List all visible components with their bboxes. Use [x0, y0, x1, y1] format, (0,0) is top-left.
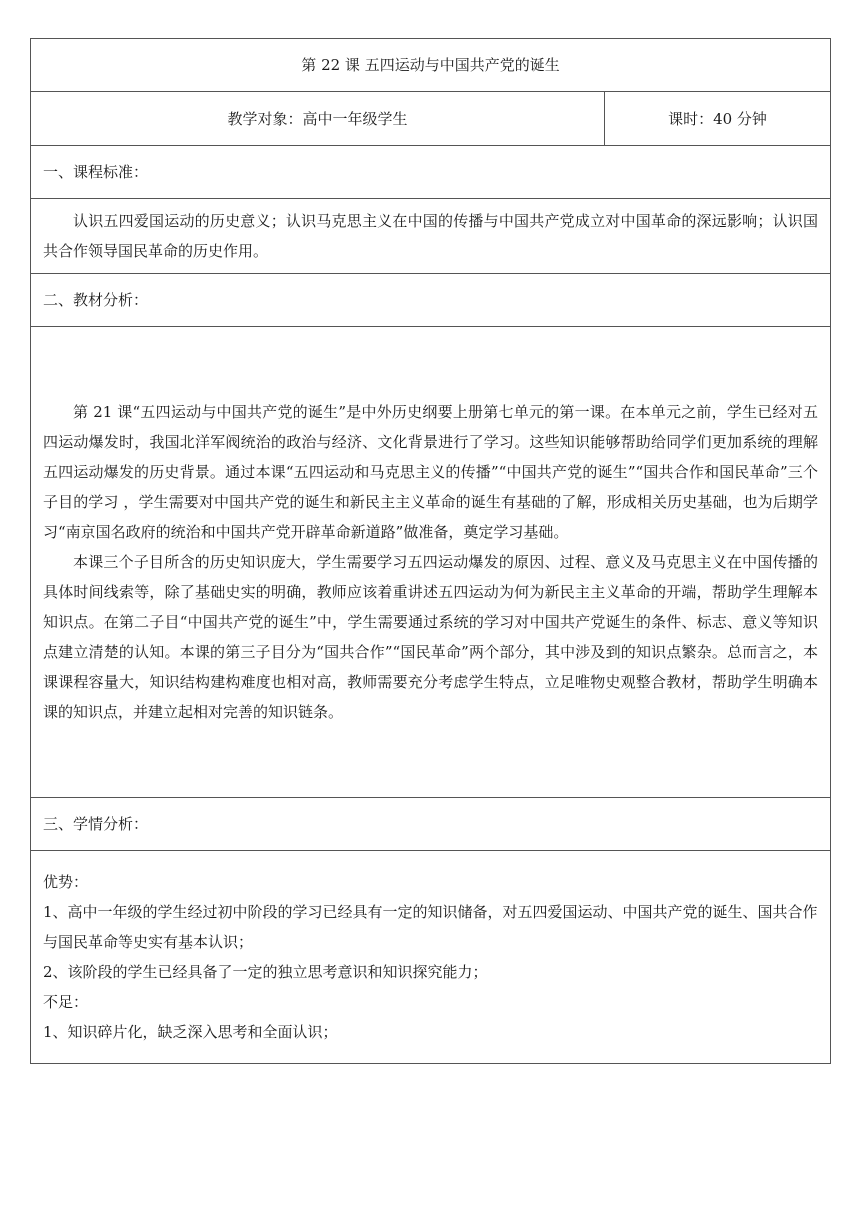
material-paragraph-2: 本课三个子目所含的历史知识庞大，学生需要学习五四运动爆发的原因、过程、意义及马克思主义在中国传播的具体时间线索等，除了基础史实的明确，教师应该着重讲述五四运动为何为新民主主义革命的开端，帮助学生理解本知识点。在第二子目“中国共产党的诞生”中，学生需要通过系统的学习对中国共产党诞生的条件、标志、意义等知识点建立清楚的认知。本课的第三子目分为“国共合作”“国民革命”两个部分，其中涉及到的知识点繁杂。总而言之，本课课程容量大，知识结构建构难度也相对高，教师需要充分考虑学生特点，立足唯物史观整合教材，帮助学生明确本课的知识点，并建立起相对完善的知识链条。: [43, 553, 818, 721]
standard-body: [31, 199, 831, 274]
standard-body-row: [31, 199, 831, 274]
lesson-plan-table: [30, 38, 831, 1064]
material-body-row: [31, 327, 831, 798]
standard-heading-row: [31, 146, 831, 199]
strength-item-1: 1、高中一年级的学生经过初中阶段的学习已经具有一定的知识储备，对五四爱国运动、中国共产党的诞生、国共合作与国民革命等史实有基本认识；: [43, 903, 818, 951]
standard-heading: 一、课程标准：: [31, 146, 831, 199]
title-row: [31, 39, 831, 92]
weaknesses-label: 不足：: [43, 993, 89, 1011]
lesson-duration: 课时：40 分钟: [605, 92, 831, 146]
weakness-item-1: 1、知识碎片化，缺乏深入思考和全面认识；: [43, 1023, 338, 1041]
strength-item-2: 2、该阶段的学生已经具备了一定的独立思考意识和知识探究能力；: [43, 963, 488, 981]
learner-body-row: [31, 851, 831, 1064]
standard-paragraph: 认识五四爱国运动的历史意义；认识马克思主义在中国的传播与中国共产党成立对中国革命的深远影响；认识国共合作领导国民革命的历史作用。: [43, 212, 818, 260]
material-heading: 二、教材分析：: [31, 274, 831, 327]
teaching-target: 教学对象：高中一年级学生: [31, 92, 605, 146]
learner-body: [31, 851, 831, 1064]
strengths-label: 优势：: [43, 873, 89, 891]
info-row: [31, 92, 831, 146]
learner-heading-row: [31, 798, 831, 851]
material-heading-row: [31, 274, 831, 327]
material-paragraph-1: 第 21 课“五四运动与中国共产党的诞生”是中外历史纲要上册第七单元的第一课。在本单元之前，学生已经对五四运动爆发时，我国北洋军阀统治的政治与经济、文化背景进行了学习。这些知识能够帮助给同学们更加系统的理解五四运动爆发的历史背景。通过本课“五四运动和马克思主义的传播”“中国共产党的诞生”“国共合作和国民革命”三个子目的学习 ，学生需要对中国共产党的诞生和新民主主义革命的诞生有基础的了解，形成相关历史基础，也为后期学习“南京国名政府的统治和中国共产党开辟革命新道路”做准备，奠定学习基础。: [43, 403, 818, 541]
learner-heading: 三、学情分析：: [31, 798, 831, 851]
material-body: [31, 327, 831, 798]
lesson-title: 第 22 课 五四运动与中国共产党的诞生: [31, 39, 831, 92]
